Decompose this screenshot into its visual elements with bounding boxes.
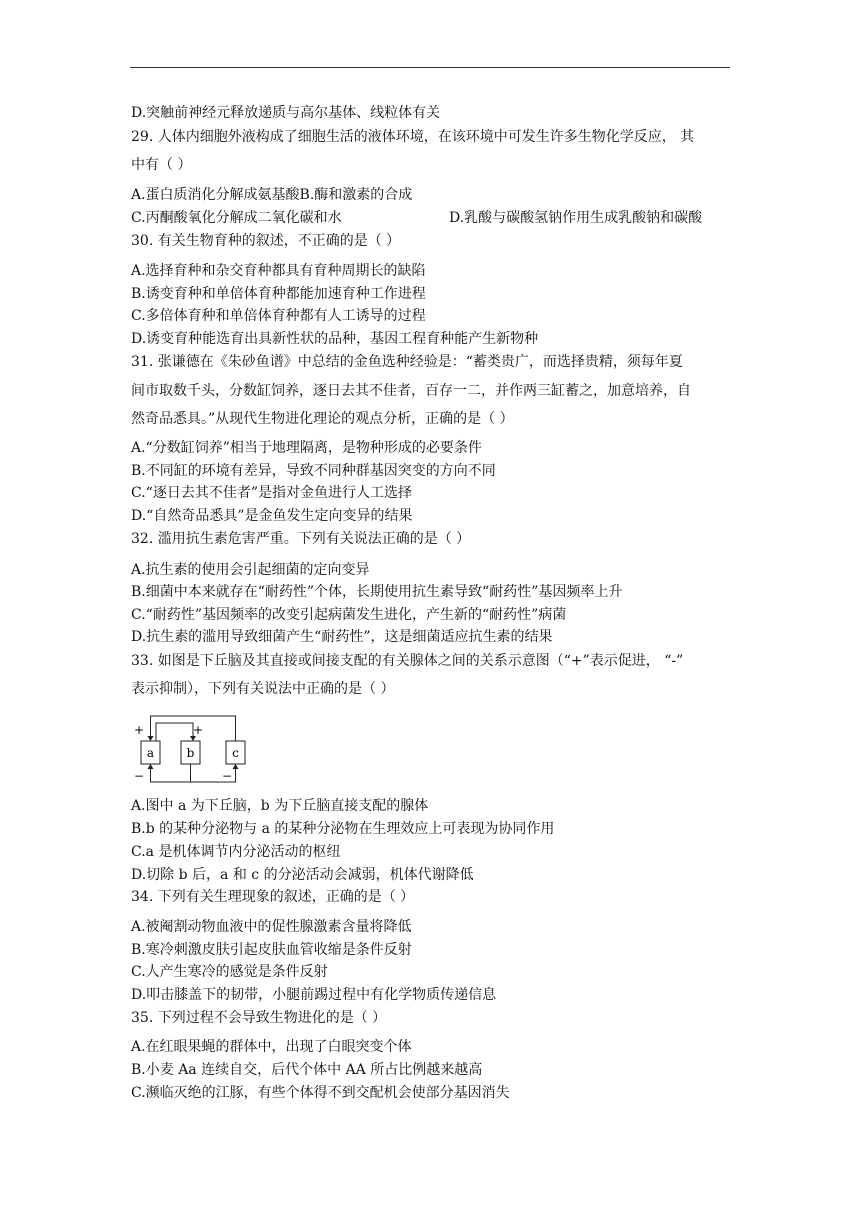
q35-a-line: A.在红眼果蝇的群体中，出现了白眼突变个体	[131, 1039, 412, 1055]
q30-stem-line: 30. 有关生物育种的叙述，不正确的是（ ）	[131, 233, 401, 249]
q31-stem-2-line: 间市取数千头，分数缸饲养，逐日去其不佳者，百存一二，并作两三缸蓄之，加意培养，自	[131, 383, 691, 399]
q29-stem-1-line: 29. 人体内细胞外液构成了细胞生活的液体环境，在该环境中可发生许多生物化学反应， 其	[131, 129, 695, 145]
arrowhead-a-bottom	[148, 764, 154, 769]
label-b: b	[186, 746, 195, 760]
header-rule	[130, 67, 730, 68]
q35-b-line: B.小麦 Aa 连续自交，后代个体中 AA 所占比例越来越高	[131, 1062, 483, 1078]
q30-a-line: A.选择育种和杂交育种都具有育种周期长的缺陷	[131, 263, 426, 279]
q33-c-line: C.a 是机体调节内分泌活动的枢纽	[131, 844, 341, 860]
q33-d-line: D.切除 b 后，a 和 c 的分泌活动会减弱，机体代谢降低	[131, 867, 474, 883]
q34-d-line: D.叩击膝盖下的韧带，小腿前踢过程中有化学物质传递信息	[131, 987, 497, 1003]
q29-option-d: D.乳酸与碳酸氢钠作用生成乳酸钠和碳酸	[449, 210, 703, 226]
q32-b-line: B.细菌中本来就存在“耐药性”个体，长期使用抗生素导致“耐药性”基因频率上升	[131, 584, 623, 600]
q31-d-line: D.“自然奇品悉具”是金鱼发生定向变异的结果	[131, 508, 413, 524]
q30-b-line: B.诱变育种和单倍体育种都能加速育种工作进程	[131, 286, 426, 302]
q31-stem-1-line: 31. 张谦德在《朱砂鱼谱》中总结的金鱼选种经验是：“蓄类贵广，而选择贵精，须每年夏	[131, 354, 683, 370]
plus-sign-b: +	[192, 723, 204, 737]
q33-stem-2-line: 表示抑制），下列有关说法中正确的是（ ）	[131, 681, 395, 697]
arrowhead-a-top	[148, 736, 154, 741]
minus-sign-a: −	[133, 769, 145, 783]
arrowhead-c-bottom	[233, 764, 239, 769]
plus-sign-a: +	[133, 723, 145, 737]
label-a: a	[146, 746, 155, 760]
q34-a-line: A.被阉割动物血液中的促性腺激素含量将降低	[131, 919, 412, 935]
hypothalamus-gland-diagram	[131, 712, 251, 788]
q32-c-line: C.“耐药性”基因频率的改变引起病菌发生进化，产生新的“耐药性”病菌	[131, 607, 567, 623]
q32-stem-line: 32. 滥用抗生素危害严重。下列有关说法正确的是（ ）	[131, 531, 471, 547]
q34-stem-line: 34. 下列有关生理现象的叙述，正确的是（ ）	[131, 889, 415, 905]
arrow-b-to-a-bottom	[151, 764, 191, 782]
arrow-a-to-b-top	[156, 723, 193, 741]
q33-a-line: A.图中 a 为下丘脑，b 为下丘脑直接支配的腺体	[131, 798, 429, 814]
q35-stem-line: 35. 下列过程不会导致生物进化的是（ ）	[131, 1010, 387, 1026]
q31-stem-3-line: 然奇品悉具。”从现代生物进化理论的观点分析，正确的是（ ）	[131, 411, 514, 427]
q32-a-line: A.抗生素的使用会引起细菌的定向变异	[131, 562, 370, 578]
q34-c-line: C.人产生寒冷的感觉是条件反射	[131, 964, 328, 980]
label-c: c	[232, 746, 239, 760]
q33-b-line: B.b 的某种分泌物与 a 的某种分泌物在生理效应上可表现为协同作用	[131, 821, 555, 837]
minus-sign-c: −	[221, 769, 233, 783]
q31-a-line: A.“分数缸饲养”相当于地理隔离，是物种形成的必要条件	[131, 440, 482, 456]
q33-stem-1-line: 33. 如图是下丘脑及其直接或间接支配的有关腺体之间的关系示意图（“+”表示促进， “-”	[131, 653, 684, 669]
q31-c-line: C.“逐日去其不佳者”是指对金鱼进行人工选择	[131, 485, 412, 501]
q29-stem-2-line: 中有（ ）	[131, 157, 192, 173]
q29-ab-line: A.蛋白质消化分解成氨基酸B.酶和激素的合成	[131, 187, 413, 203]
q34-b-line: B.寒冷刺激皮肤引起皮肤血管收缩是条件反射	[131, 942, 412, 958]
q28-d-line: D.突触前神经元释放递质与高尔基体、线粒体有关	[131, 105, 441, 121]
q35-c-line: C.濒临灭绝的江豚，有些个体得不到交配机会使部分基因消失	[131, 1085, 510, 1101]
q30-c-line: C.多倍体育种和单倍体育种都有人工诱导的过程	[131, 308, 426, 324]
q29-c-line: C.丙酮酸氧化分解成二氧化碳和水	[131, 210, 342, 226]
q31-b-line: B.不同缸的环境有差异，导致不同种群基因突变的方向不同	[131, 463, 496, 479]
q30-d-line: D.诱变育种能选育出具新性状的品种，基因工程育种能产生新物种	[131, 331, 539, 347]
q32-d-line: D.抗生素的滥用导致细菌产生“耐药性”，这是细菌适应抗生素的结果	[131, 629, 553, 645]
